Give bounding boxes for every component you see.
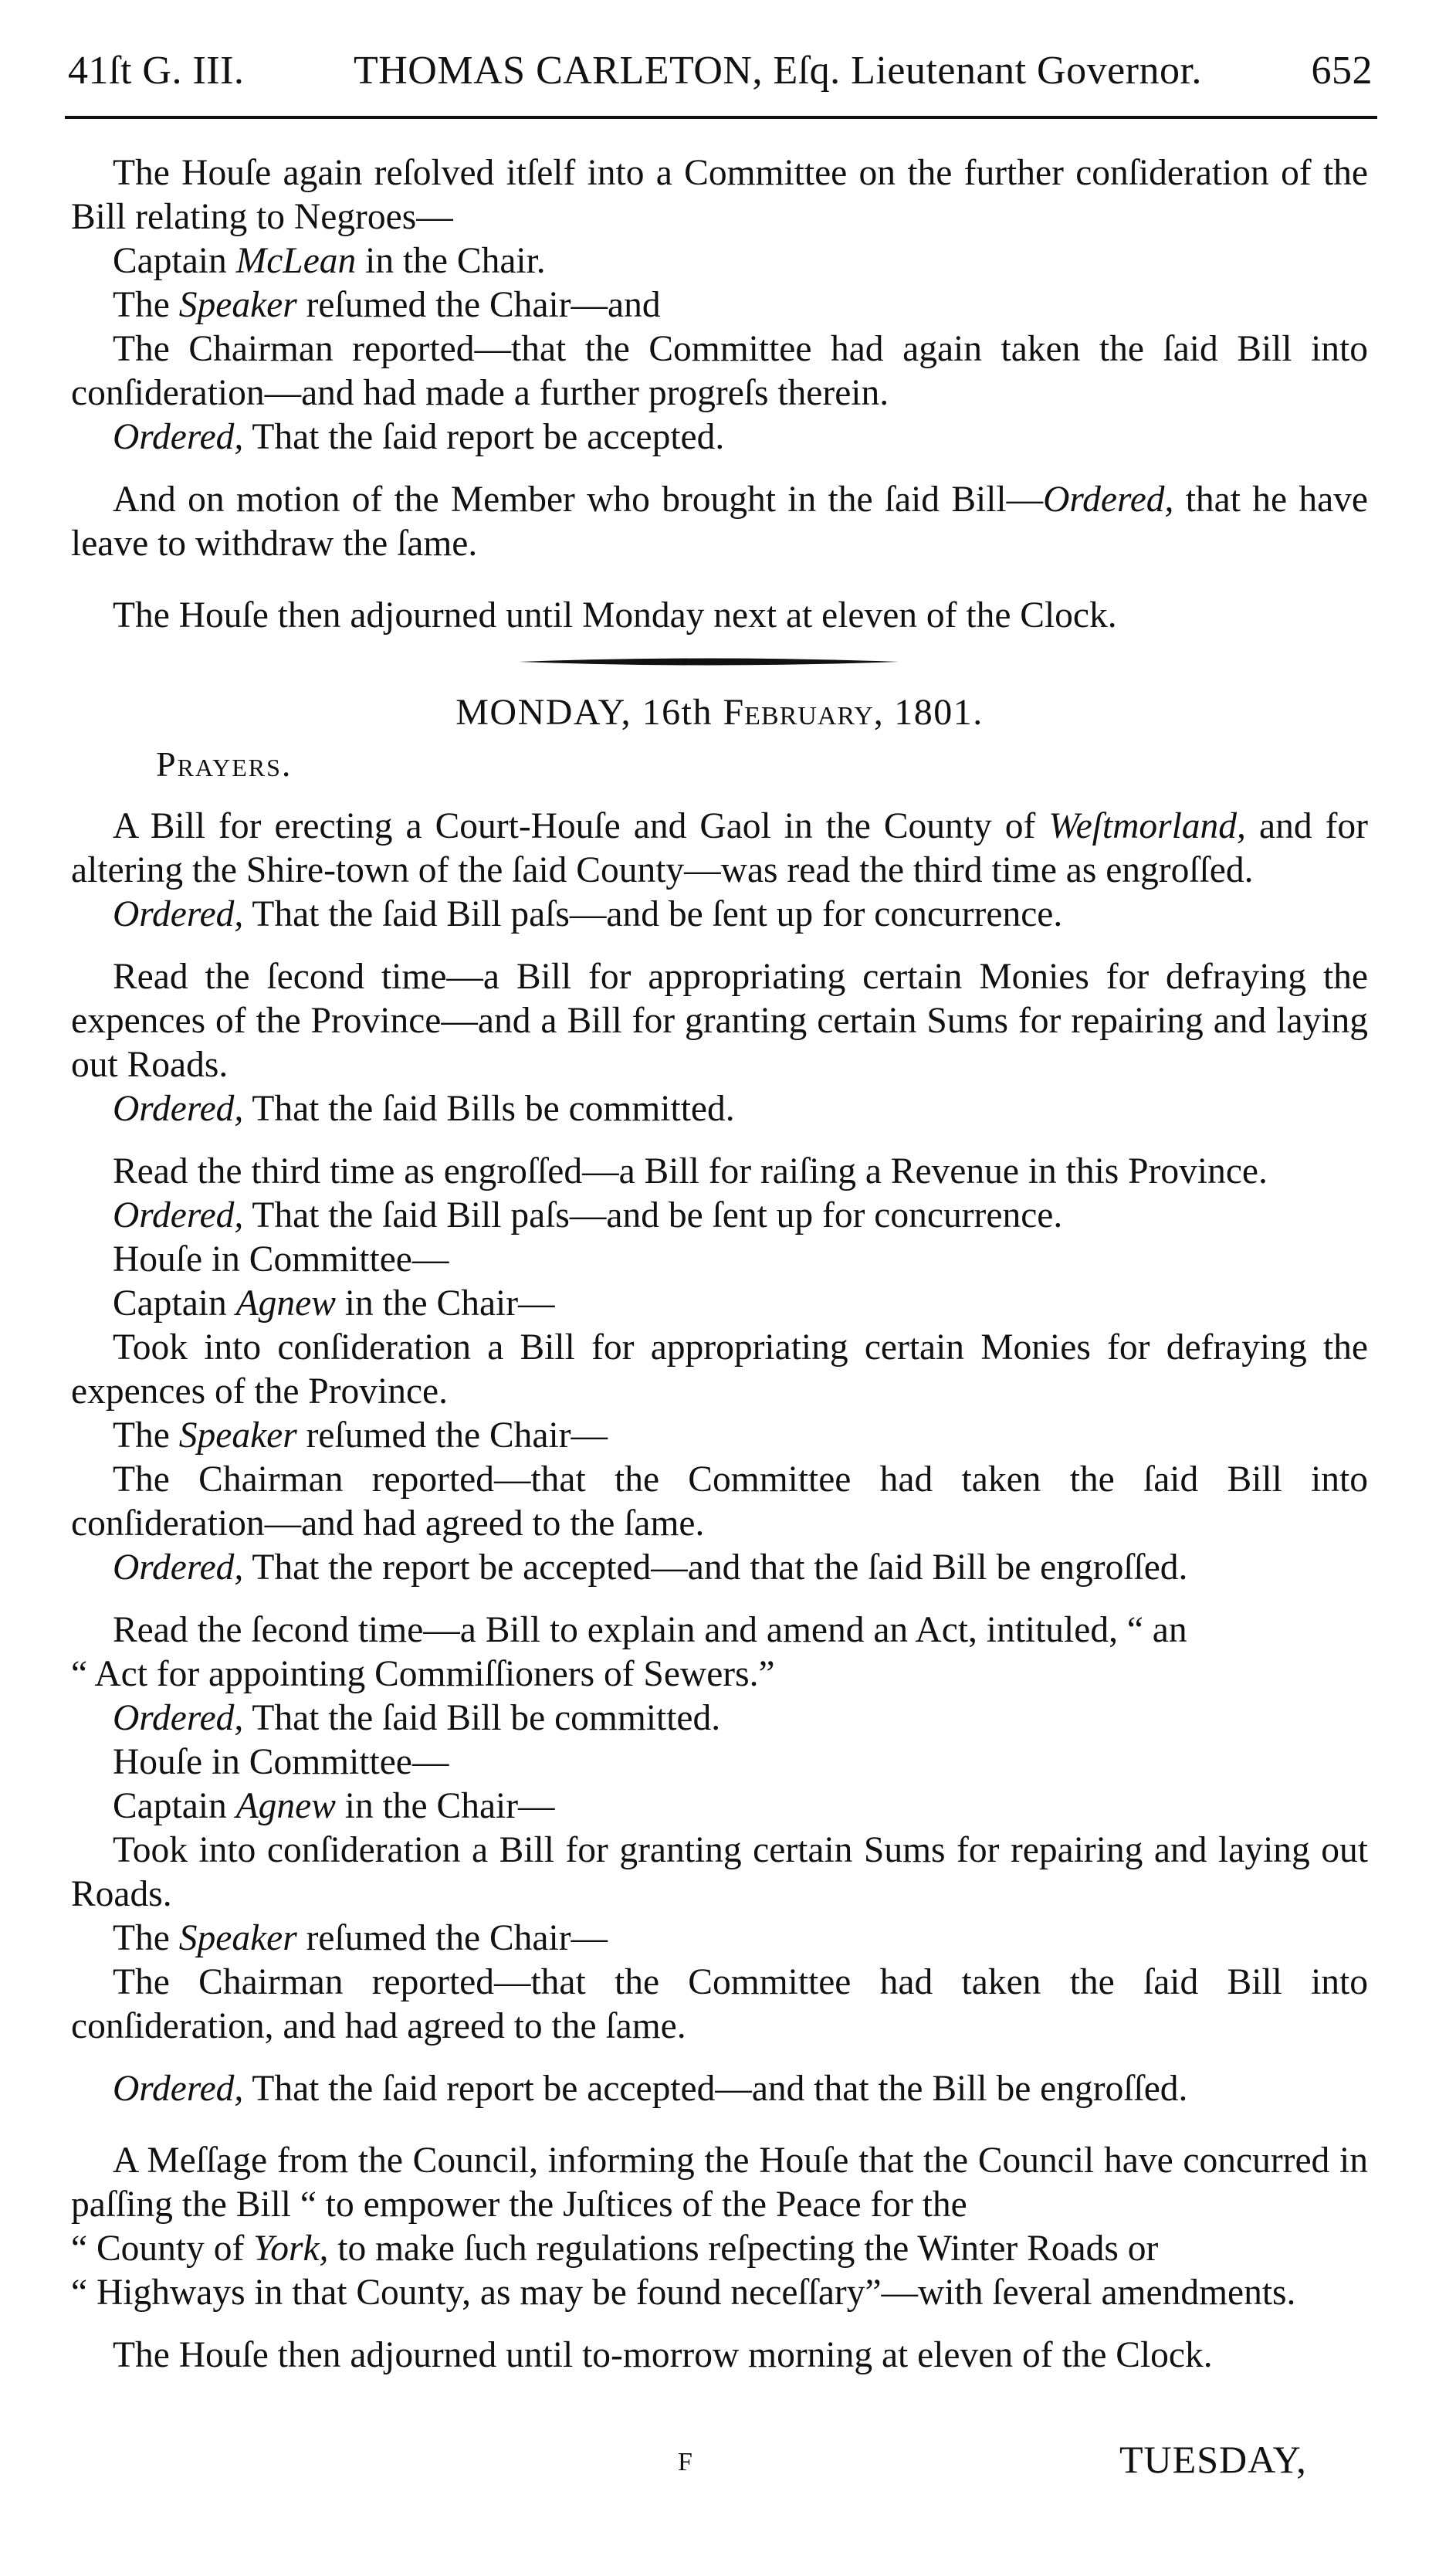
county-name: York, [253,2229,329,2269]
paragraph: Took into conſideration a Bill for granting certain Sums for repairing and laying out Roads. [71,1830,1368,1914]
speaker-word: Speaker [178,1918,297,1958]
speaker-word: Speaker [178,1415,297,1456]
line: Ordered, That the ſaid report be accepted. [113,417,725,457]
paragraph: A Bill for erecting a Court-Houſe and Gaol in the County of Weſtmorland, and for altering the Shire-town of the ſaid County—was read the third time as engroſſed. [71,806,1368,890]
running-title [244,48,1311,93]
section-monday [71,690,1368,2378]
paragraph: And on motion of the Member who brought in the ſaid Bill—Ordered, that he have leave to withdraw the ſame. [71,480,1368,564]
adjournment-line: The Houſe then adjourned until Monday next at eleven of the Clock. [113,595,1117,636]
paragraph: Took into conſideration a Bill for appropriating certain Monies for defraying the expences of the Province. [71,1327,1368,1412]
line: Ordered, That the ſaid report be accepted—and that the Bill be engroſſed. [113,2069,1188,2109]
signature-mark: F [678,2448,692,2476]
section-divider-ornament [519,656,899,667]
adjournment-line: The Houſe then adjourned until to-morrow morning at eleven of the Clock. [113,2335,1213,2375]
line: Ordered, That the ſaid Bill paſs—and be ſent up for concurrence. [113,894,1063,934]
governor-name: THOMAS CARLETON, [353,49,763,93]
line: “ Highways in that County, as may be found neceſſary”—with ſeveral amendments. [71,2273,1296,2313]
ordered-word: Ordered, [113,2069,244,2109]
governor-title: Eſq. Lieutenant Governor. [762,49,1202,93]
paragraph: A Meſſage from the Council, informing the Houſe that the Council have concurred in paſſing the Bill “ to empower the Juſtices of the Peace for the [71,2140,1368,2225]
member-name: Agnew [235,1283,336,1324]
line: Captain McLean in the Chair. [113,241,546,281]
prayers-heading: Prayers. [156,744,293,784]
line: The Speaker reſumed the Chair—and [113,285,661,325]
paragraph: The Chairman reported—that the Committee had taken the ſaid Bill into conſideration, and had agreed to the ſame. [71,1962,1368,2046]
section-saturday-continued [71,151,1368,638]
line: “ County of York, to make ſuch regulations reſpecting the Winter Roads or [71,2229,1159,2269]
line: Houſe in Committee— [113,1239,449,1280]
paragraph: Read the ſecond time—a Bill for appropriating certain Monies for defraying the expences of the Province—and a Bill for granting certain Sums for repairing and laying out Roads. [71,957,1368,1085]
line: The Speaker reſumed the Chair— [113,1415,608,1456]
ordered-word: Ordered, [113,1089,244,1129]
page-number: 652 [1311,49,1373,93]
page-footer [0,2437,1456,2491]
line: “ Act for appointing Commiſſioners of Sewers.” [71,1654,775,1694]
catchword: TUESDAY, [1119,2438,1307,2481]
member-name: Agnew [235,1786,336,1826]
speaker-word: Speaker [178,285,297,325]
line: Ordered, That the ſaid Bills be committed. [113,1089,735,1129]
ordered-word: Ordered, [113,1547,244,1588]
line: Read the ſecond time—a Bill to explain and amend an Act, intituled, “ an [113,1610,1187,1650]
line: Ordered, That the report be accepted—and that the ſaid Bill be engroſſed. [113,1547,1188,1588]
ordered-word: Ordered, [113,1698,244,1738]
line: Houſe in Committee— [113,1742,449,1782]
ordered-word: Ordered, [1043,480,1174,520]
county-name: Weſtmorland, [1048,806,1246,846]
ordered-word: Ordered, [113,894,244,934]
line: Captain Agnew in the Chair— [113,1786,555,1826]
member-name: McLean [235,241,357,281]
ordered-word: Ordered, [113,1195,244,1235]
paragraph: The Houſe again reſolved itſelf into a Committee on the further conſideration of the Bill relating to Negroes— [71,153,1368,237]
line: Ordered, That the ſaid Bill paſs—and be ſent up for concurrence. [113,1195,1063,1235]
header-rule [65,116,1377,119]
ordered-word: Ordered, [113,417,244,457]
date-heading: MONDAY, 16th February, 1801. [455,692,984,733]
paragraph: Read the third time as engroſſed—a Bill for raiſing a Revenue in this Province. [113,1151,1268,1191]
regnal-year: 41ſt G. III. [68,49,245,93]
paragraph: The Chairman reported—that the Committee had again taken the ſaid Bill into conſideration—and had made a further progreſs therein. [71,329,1368,413]
line: Ordered, That the ſaid Bill be committed. [113,1698,721,1738]
running-head [68,48,1373,110]
line: The Speaker reſumed the Chair— [113,1918,608,1958]
line: Captain Agnew in the Chair— [113,1283,555,1324]
paragraph: The Chairman reported—that the Committee had taken the ſaid Bill into conſideration—and had agreed to the ſame. [71,1459,1368,1544]
